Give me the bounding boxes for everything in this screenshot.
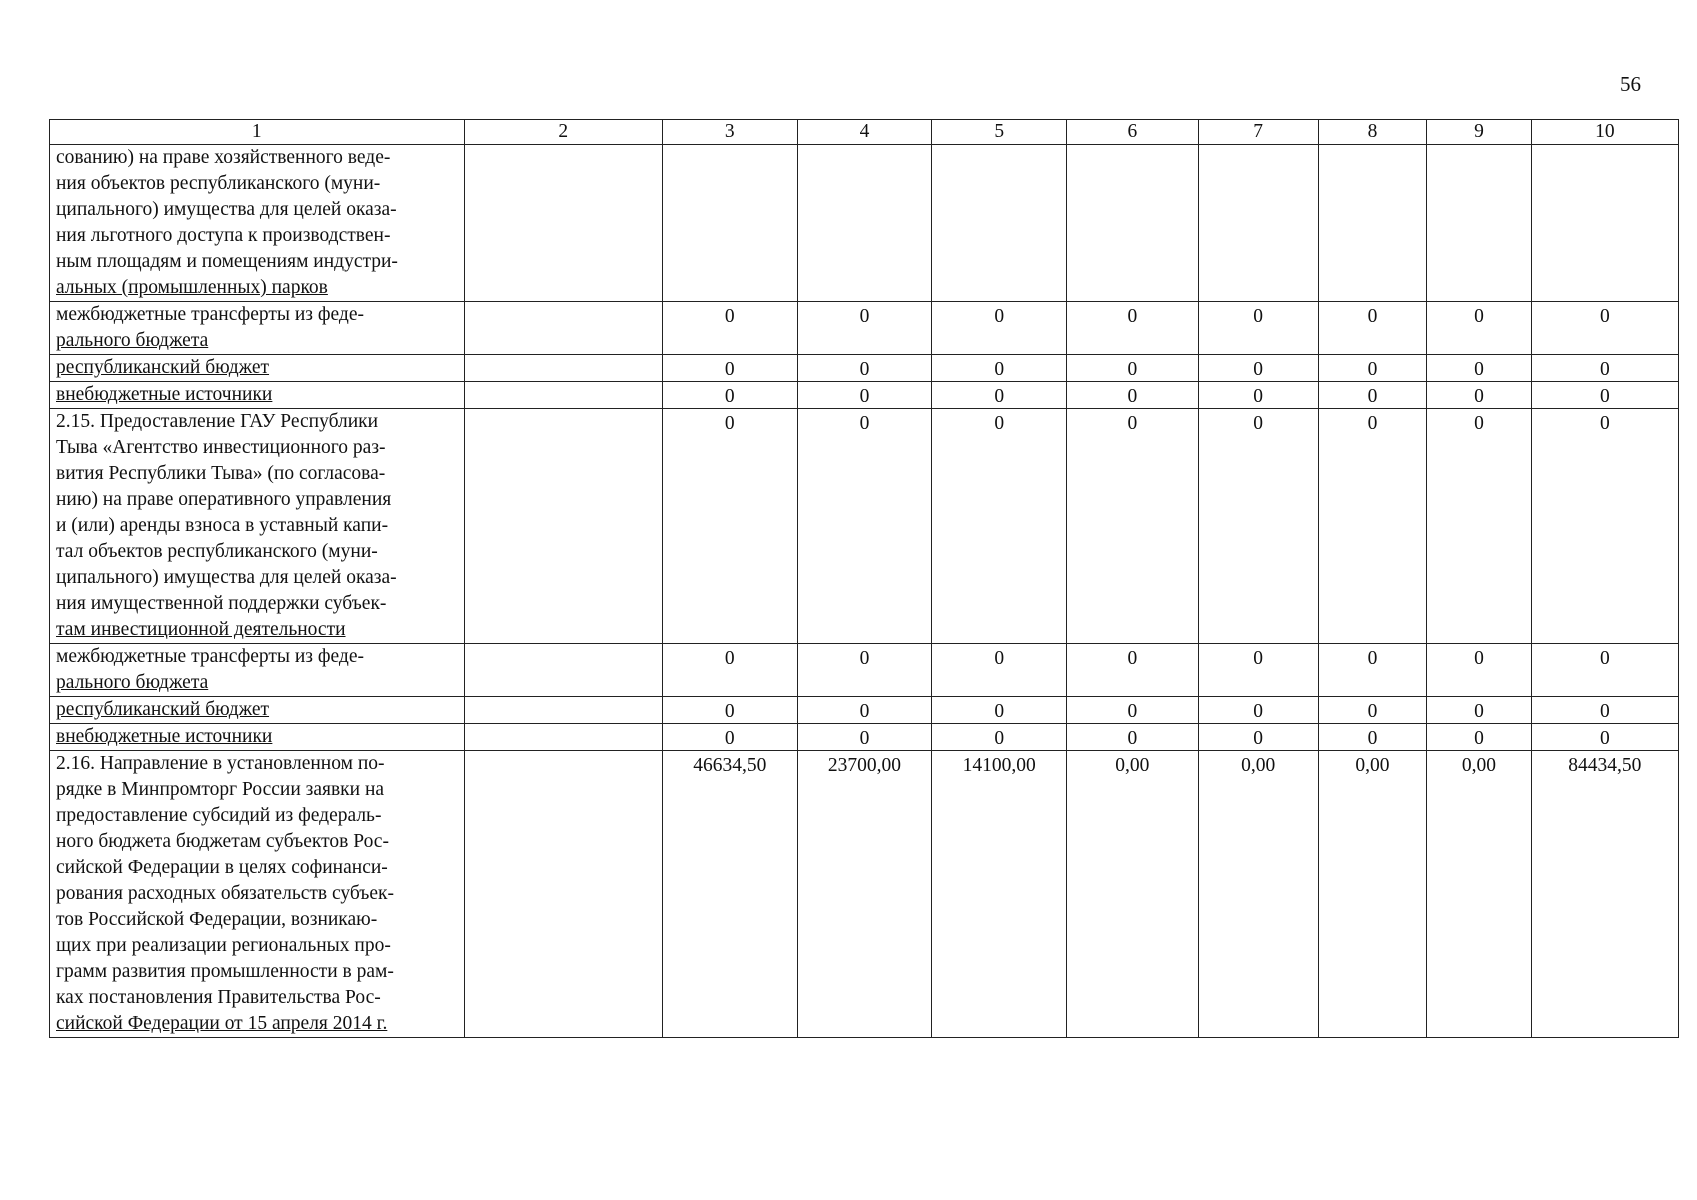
column-2-cell (464, 409, 662, 644)
value-cell (1427, 145, 1531, 302)
value-cell: 0 (797, 302, 932, 355)
value-cell: 0 (1531, 644, 1678, 697)
value-cell: 0 (1531, 302, 1678, 355)
value-cell (1318, 145, 1427, 302)
value-cell: 0 (1318, 644, 1427, 697)
description-line: предоставление субсидий из федераль- (56, 805, 382, 826)
description-line: нию) на праве оперативного управления (56, 489, 392, 510)
description-line: ния имущественной поддержки субъек- (56, 593, 387, 614)
value-cell: 0 (932, 724, 1067, 751)
column-number-row (50, 120, 1679, 145)
description-line: тал объектов республиканского (муни- (56, 541, 378, 562)
column-2-cell (464, 724, 662, 751)
table-row (50, 751, 1679, 1038)
value-cell (1531, 145, 1678, 302)
description-line: альных (промышленных) парков (56, 277, 328, 298)
description-line: рования расходных обязательств субъек- (56, 883, 395, 904)
description-line: ного бюджета бюджетам субъектов Рос- (56, 831, 389, 852)
row-description (50, 145, 465, 302)
value-cell: 0 (662, 644, 797, 697)
value-cell: 0 (662, 409, 797, 644)
value-cell: 0 (797, 382, 932, 409)
description-line: рального бюджета (56, 330, 209, 351)
value-cell: 0 (1067, 697, 1199, 724)
value-cell: 0,00 (1318, 751, 1427, 1038)
description-line: там инвестиционной деятельности (56, 619, 346, 640)
value-cell: 0 (1067, 644, 1199, 697)
column-header: 10 (1531, 120, 1678, 145)
column-header: 9 (1427, 120, 1531, 145)
value-cell: 0 (1427, 302, 1531, 355)
column-header: 7 (1198, 120, 1318, 145)
description-line: республиканский бюджет (56, 357, 270, 378)
value-cell: 0 (1318, 355, 1427, 382)
description-line: рядке в Минпромторг России заявки на (56, 779, 385, 800)
description-line: 2.16. Направление в установленном по- (56, 753, 385, 774)
value-cell: 0,00 (1067, 751, 1199, 1038)
value-cell: 0 (1531, 724, 1678, 751)
value-cell: 0 (797, 409, 932, 644)
description-line: внебюджетные источники (56, 726, 273, 747)
description-line: межбюджетные трансферты из феде- (56, 646, 364, 667)
column-header: 1 (50, 120, 465, 145)
value-cell: 84434,50 (1531, 751, 1678, 1038)
table-row (50, 145, 1679, 302)
description-line: грамм развития промышленности в рам- (56, 961, 394, 982)
value-cell: 0,00 (1198, 751, 1318, 1038)
table-row (50, 355, 1679, 382)
value-cell: 0 (1427, 697, 1531, 724)
value-cell (662, 145, 797, 302)
value-cell: 0,00 (1427, 751, 1531, 1038)
row-description (50, 382, 465, 409)
description-line: и (или) аренды взноса в уставный капи- (56, 515, 389, 536)
value-cell: 0 (662, 355, 797, 382)
description-line: ципального) имущества для целей оказа- (56, 567, 397, 588)
table-row (50, 697, 1679, 724)
row-description (50, 355, 465, 382)
value-cell: 0 (662, 382, 797, 409)
column-header: 8 (1318, 120, 1427, 145)
value-cell: 14100,00 (932, 751, 1067, 1038)
table-row (50, 409, 1679, 644)
value-cell: 0 (932, 302, 1067, 355)
value-cell: 0 (797, 697, 932, 724)
value-cell: 0 (1067, 302, 1199, 355)
description-line: Тыва «Агентство инвестиционного раз- (56, 437, 386, 458)
column-2-cell (464, 751, 662, 1038)
value-cell: 0 (932, 644, 1067, 697)
value-cell: 0 (797, 644, 932, 697)
description-line: щих при реализации региональных про- (56, 935, 391, 956)
value-cell: 0 (932, 409, 1067, 644)
value-cell: 0 (1427, 724, 1531, 751)
table-row (50, 644, 1679, 697)
description-line: рального бюджета (56, 672, 209, 693)
value-cell: 46634,50 (662, 751, 797, 1038)
description-line: ках постановления Правительства Рос- (56, 987, 381, 1008)
column-2-cell (464, 355, 662, 382)
column-2-cell (464, 302, 662, 355)
value-cell: 23700,00 (797, 751, 932, 1038)
description-line: вития Республики Тыва» (по согласова- (56, 463, 386, 484)
value-cell: 0 (1198, 355, 1318, 382)
value-cell (1067, 145, 1199, 302)
value-cell (932, 145, 1067, 302)
value-cell: 0 (1198, 724, 1318, 751)
value-cell: 0 (932, 355, 1067, 382)
value-cell: 0 (797, 724, 932, 751)
description-line: ным площадям и помещениям индустри- (56, 251, 398, 272)
value-cell: 0 (1531, 355, 1678, 382)
description-line: ния льготного доступа к производствен- (56, 225, 391, 246)
row-description (50, 724, 465, 751)
description-line: сованию) на праве хозяйственного веде- (56, 147, 391, 168)
value-cell: 0 (1198, 697, 1318, 724)
column-2-cell (464, 382, 662, 409)
value-cell: 0 (1318, 409, 1427, 644)
description-line: 2.15. Предоставление ГАУ Республики (56, 411, 379, 432)
value-cell: 0 (1198, 409, 1318, 644)
column-header: 6 (1067, 120, 1199, 145)
value-cell: 0 (1427, 355, 1531, 382)
description-line: ципального) имущества для целей оказа- (56, 199, 397, 220)
row-description (50, 409, 465, 644)
column-2-cell (464, 145, 662, 302)
value-cell: 0 (1531, 409, 1678, 644)
column-2-cell (464, 644, 662, 697)
description-line: внебюджетные источники (56, 384, 273, 405)
row-description (50, 751, 465, 1038)
value-cell: 0 (1067, 724, 1199, 751)
value-cell (797, 145, 932, 302)
column-header: 5 (932, 120, 1067, 145)
value-cell: 0 (1067, 409, 1199, 644)
value-cell: 0 (932, 697, 1067, 724)
column-2-cell (464, 697, 662, 724)
value-cell: 0 (1427, 382, 1531, 409)
value-cell: 0 (1067, 382, 1199, 409)
value-cell: 0 (1318, 697, 1427, 724)
value-cell: 0 (662, 724, 797, 751)
description-line: сийской Федерации от 15 апреля 2014 г. (56, 1013, 388, 1034)
value-cell: 0 (662, 302, 797, 355)
description-line: сийской Федерации в целях софинанси- (56, 857, 388, 878)
column-header: 2 (464, 120, 662, 145)
row-description (50, 644, 465, 697)
value-cell: 0 (1531, 697, 1678, 724)
description-line: межбюджетные трансферты из феде- (56, 304, 364, 325)
table-row (50, 724, 1679, 751)
page-number: 56 (1620, 72, 1641, 96)
value-cell: 0 (1198, 644, 1318, 697)
value-cell: 0 (1531, 382, 1678, 409)
value-cell: 0 (1318, 302, 1427, 355)
column-header: 3 (662, 120, 797, 145)
budget-table (49, 119, 1679, 1038)
description-line: ния объектов республиканского (муни- (56, 173, 381, 194)
value-cell: 0 (1427, 644, 1531, 697)
column-header: 4 (797, 120, 932, 145)
value-cell: 0 (1427, 409, 1531, 644)
value-cell: 0 (932, 382, 1067, 409)
value-cell: 0 (662, 697, 797, 724)
description-line: тов Российской Федерации, возникаю- (56, 909, 378, 930)
value-cell: 0 (1318, 724, 1427, 751)
row-description (50, 697, 465, 724)
value-cell: 0 (1198, 382, 1318, 409)
value-cell: 0 (797, 355, 932, 382)
table-row (50, 382, 1679, 409)
value-cell: 0 (1198, 302, 1318, 355)
value-cell (1198, 145, 1318, 302)
value-cell: 0 (1318, 382, 1427, 409)
value-cell: 0 (1067, 355, 1199, 382)
description-line: республиканский бюджет (56, 699, 270, 720)
table-row (50, 302, 1679, 355)
row-description (50, 302, 465, 355)
